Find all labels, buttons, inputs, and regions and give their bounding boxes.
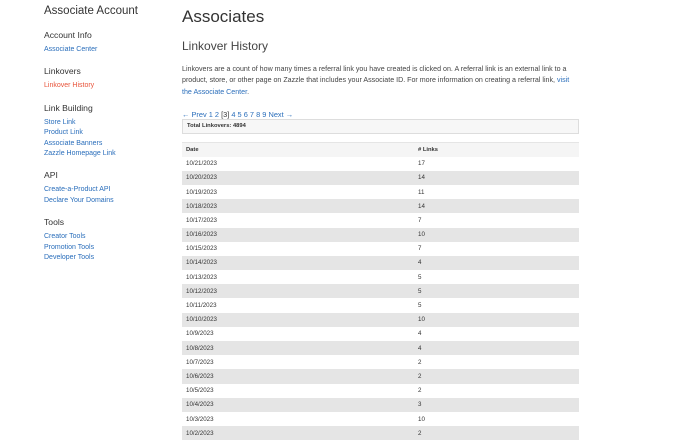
sidebar-item-store-link[interactable]: Store Link xyxy=(44,118,76,126)
cell-date: 10/14/2023 xyxy=(182,256,414,270)
cell-links: 11 xyxy=(414,185,579,199)
sidebar-section xyxy=(44,66,164,91)
sidebar-item-developer-tools[interactable]: Developer Tools xyxy=(44,254,95,262)
description-end: . xyxy=(247,87,250,96)
cell-date: 10/17/2023 xyxy=(182,213,414,227)
cell-links: 4 xyxy=(414,341,579,355)
column-header-links: # Links xyxy=(414,142,579,156)
sidebar-title: Associate Account xyxy=(44,5,138,17)
cell-links: 5 xyxy=(414,270,579,284)
table-row xyxy=(182,157,579,171)
page-title: Associates xyxy=(182,7,265,26)
cell-date: 10/16/2023 xyxy=(182,228,414,242)
sidebar-section-heading: Link Building xyxy=(44,102,93,113)
table-row xyxy=(182,171,579,185)
cell-links: 10 xyxy=(414,412,579,426)
sidebar-item-associate-center[interactable]: Associate Center xyxy=(44,46,98,53)
sidebar-sections xyxy=(44,30,164,263)
cell-date: 10/19/2023 xyxy=(182,185,414,199)
sidebar-section xyxy=(44,103,164,160)
sidebar-section-heading: Account Info xyxy=(44,30,92,40)
sidebar-section-heading: Linkovers xyxy=(44,66,81,77)
table-row xyxy=(182,369,579,383)
table-row xyxy=(182,199,579,213)
page-link[interactable]: 9 xyxy=(262,109,267,119)
sidebar-section xyxy=(44,217,164,263)
cell-date: 10/2/2023 xyxy=(182,426,414,440)
cell-links: 4 xyxy=(414,327,579,341)
table-row xyxy=(182,426,579,440)
cell-links: 10 xyxy=(414,228,579,242)
sidebar-item-associate-banners[interactable]: Associate Banners xyxy=(44,139,103,147)
table-row xyxy=(182,242,579,256)
cell-links: 17 xyxy=(414,157,579,171)
table-row xyxy=(182,398,579,412)
table-row xyxy=(182,327,579,341)
cell-links: 3 xyxy=(414,398,579,412)
cell-date: 10/3/2023 xyxy=(182,412,414,426)
cell-links: 5 xyxy=(414,298,579,312)
cell-links: 2 xyxy=(414,355,579,369)
sidebar-section xyxy=(44,170,164,206)
table-row xyxy=(182,213,579,227)
cell-links: 7 xyxy=(414,242,579,256)
cell-date: 10/12/2023 xyxy=(182,284,414,298)
cell-date: 10/13/2023 xyxy=(182,270,414,284)
table-row xyxy=(182,313,579,327)
cell-date: 10/10/2023 xyxy=(182,313,414,327)
cell-date: 10/11/2023 xyxy=(182,298,414,312)
cell-date: 10/20/2023 xyxy=(182,171,414,185)
prev-page-link[interactable]: ← Prev xyxy=(182,109,207,119)
sidebar-section xyxy=(44,30,164,55)
sidebar-item-create-a-product-api[interactable]: Create-a-Product API xyxy=(44,186,111,194)
sidebar-item-promotion-tools[interactable]: Promotion Tools xyxy=(44,243,95,251)
sidebar-section-heading: API xyxy=(44,170,58,181)
main-content xyxy=(182,0,579,440)
sidebar-item-declare-your-domains[interactable]: Declare Your Domains xyxy=(44,196,114,204)
cell-links: 5 xyxy=(414,284,579,298)
table-row xyxy=(182,256,579,270)
cell-date: 10/18/2023 xyxy=(182,199,414,213)
column-header-date: Date xyxy=(182,142,414,156)
cell-date: 10/15/2023 xyxy=(182,242,414,256)
cell-links: 2 xyxy=(414,426,579,440)
cell-links: 4 xyxy=(414,256,579,270)
cell-date: 10/5/2023 xyxy=(182,384,414,398)
table-row xyxy=(182,185,579,199)
section-title: Linkover History xyxy=(182,39,269,53)
sidebar-item-linkover-history[interactable]: Linkover History xyxy=(44,82,95,90)
cell-date: 10/8/2023 xyxy=(182,341,414,355)
table-row xyxy=(182,355,579,369)
cell-date: 10/7/2023 xyxy=(182,355,414,369)
page-link[interactable]: 6 xyxy=(243,109,248,119)
pagination xyxy=(182,110,579,119)
associate-center-link[interactable]: visit the Associate Center xyxy=(182,76,570,96)
table-row xyxy=(182,284,579,298)
page-link[interactable]: 2 xyxy=(214,109,220,119)
table-row xyxy=(182,341,579,355)
linkover-table xyxy=(182,142,579,440)
total-linkovers: Total Linkovers: 4894 xyxy=(182,119,579,134)
sidebar xyxy=(44,0,164,263)
cell-date: 10/9/2023 xyxy=(182,327,414,341)
table-row xyxy=(182,384,579,398)
cell-links: 2 xyxy=(414,369,579,383)
cell-date: 10/4/2023 xyxy=(182,398,414,412)
cell-links: 2 xyxy=(414,384,579,398)
page-link[interactable]: 7 xyxy=(249,109,255,119)
next-page-link[interactable]: Next → xyxy=(268,109,294,119)
current-page: [3] xyxy=(221,109,230,119)
cell-date: 10/21/2023 xyxy=(182,157,414,171)
sidebar-section-heading: Tools xyxy=(44,217,65,228)
cell-date: 10/6/2023 xyxy=(182,369,414,383)
table-header-row xyxy=(182,142,579,156)
page-link[interactable]: 4 xyxy=(231,109,236,119)
table-row xyxy=(182,270,579,284)
page-link[interactable]: 5 xyxy=(237,109,242,119)
table-row xyxy=(182,228,579,242)
cell-links: 14 xyxy=(414,199,579,213)
sidebar-item-zazzle-homepage-link[interactable]: Zazzle Homepage Link xyxy=(44,150,116,158)
page-link[interactable]: 8 xyxy=(256,109,261,119)
cell-links: 14 xyxy=(414,171,579,185)
table-row xyxy=(182,298,579,312)
description-text: Linkovers are a count of how many times a referral link you have created is clicked on. A referral link is an external link to a product, store, or other page on Zazzle that includes your Associate ID. For more information on creating a referral link, xyxy=(182,65,567,85)
sidebar-item-creator-tools[interactable]: Creator Tools xyxy=(44,233,86,241)
table-row xyxy=(182,412,579,426)
description xyxy=(182,64,579,98)
cell-links: 10 xyxy=(414,313,579,327)
sidebar-item-product-link[interactable]: Product Link xyxy=(44,129,83,137)
cell-links: 7 xyxy=(414,213,579,227)
page-link[interactable]: 1 xyxy=(208,109,213,119)
